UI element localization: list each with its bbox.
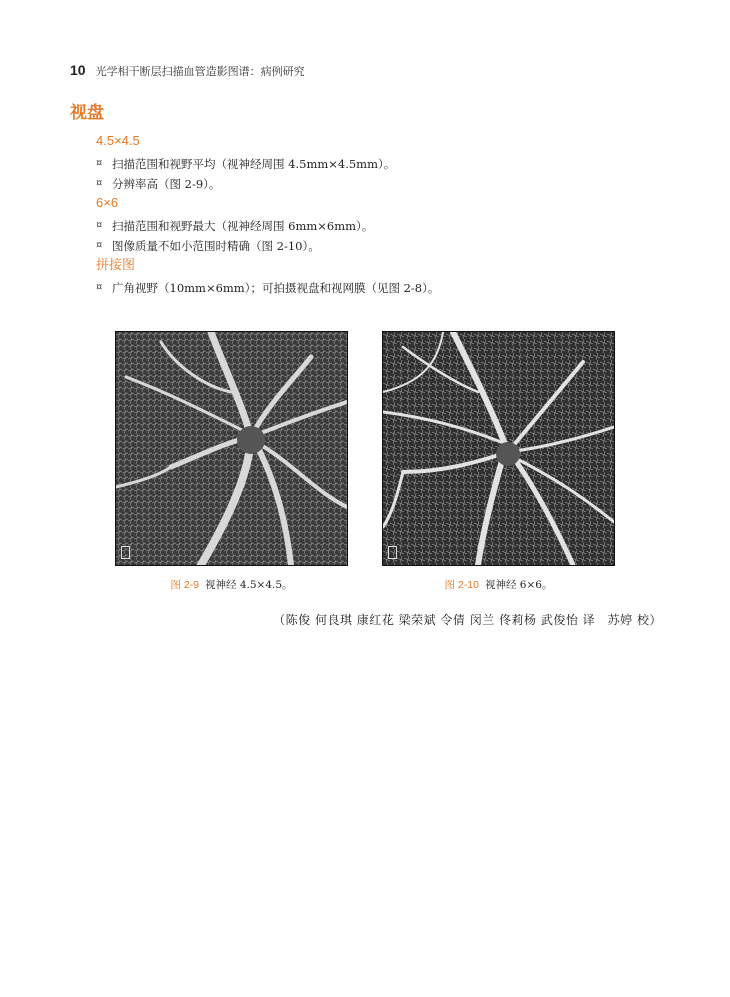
block-heading: 6×6	[96, 195, 119, 210]
book-title: 光学相干断层扫描血管造影图谱：病例研究	[95, 65, 305, 78]
bullet-icon: ¤	[96, 282, 103, 293]
block-heading: 4.5×4.5	[96, 133, 140, 148]
bullet-icon: ¤	[96, 240, 103, 251]
list-item	[96, 236, 676, 256]
list-item-text: 图像质量不如小范围时精确（图 2-10）。	[112, 239, 320, 253]
figure-2-9	[115, 331, 348, 592]
translator-credits: （陈俊 何良琪 康红花 梁荣斌 令倩 闵兰 佟莉杨 武俊怡 译 苏婷 校）	[273, 613, 662, 627]
list-item-text: 扫描范围和视野平均（视神经周围 4.5mm×4.5mm）。	[112, 157, 396, 171]
bullet-icon: ¤	[96, 158, 103, 169]
vessel-image	[383, 332, 614, 565]
figure-2-10	[382, 331, 615, 592]
page-header	[70, 62, 305, 79]
bullet-icon: ¤	[96, 178, 103, 189]
list-item	[96, 154, 676, 174]
bullet-icon: ¤	[96, 220, 103, 231]
section-title: 视盘	[70, 103, 104, 123]
block-6	[96, 194, 676, 256]
page-number: 10	[70, 62, 86, 78]
list-item	[96, 278, 676, 298]
list-item-text: 分辨率高（图 2-9）。	[112, 177, 221, 191]
octa-image	[382, 331, 615, 566]
list-item-text: 扫描范围和视野最大（视神经周围 6mm×6mm）。	[112, 219, 374, 233]
figure-caption	[382, 577, 615, 592]
block-4-5	[96, 132, 676, 194]
section-content	[96, 132, 676, 298]
figure-label: 图 2-9	[170, 579, 200, 591]
caption-text: 视神经 4.5×4.5。	[205, 579, 293, 591]
vessel-image	[116, 332, 347, 565]
octa-image	[115, 331, 348, 566]
block-montage	[96, 256, 676, 298]
figure-caption	[115, 577, 348, 592]
list-item	[96, 216, 676, 236]
list-item	[96, 174, 676, 194]
block-heading: 拼接图	[96, 257, 136, 272]
scale-marker	[121, 546, 130, 559]
figure-label: 图 2-10	[444, 579, 479, 591]
caption-text: 视神经 6×6。	[484, 579, 553, 591]
list-item-text: 广角视野（10mm×6mm）；可拍摄视盘和视网膜（见图 2-8）。	[112, 281, 440, 295]
scale-marker	[388, 546, 397, 559]
